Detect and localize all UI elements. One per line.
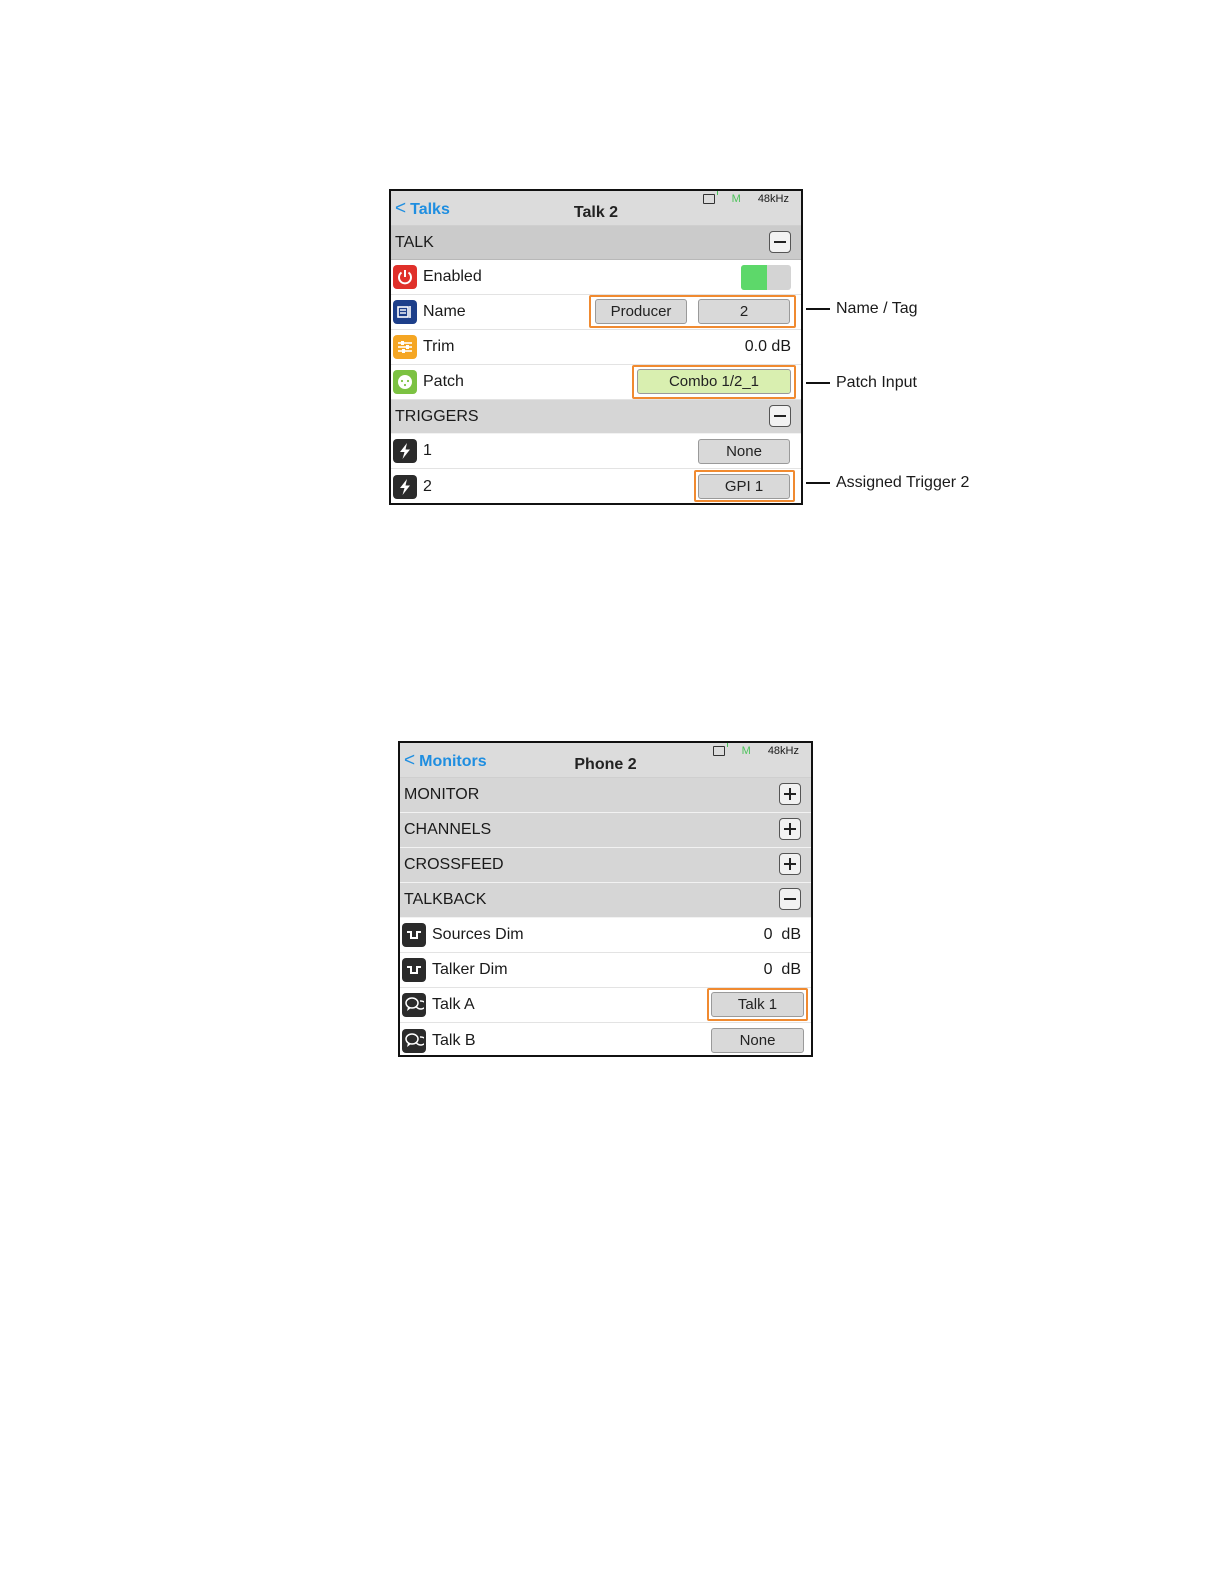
row-label: Name <box>423 303 466 320</box>
section-triggers <box>391 400 801 434</box>
row-trigger-1 <box>391 434 801 469</box>
row-name <box>391 295 801 330</box>
collapse-talkback-button[interactable] <box>779 888 801 910</box>
tag-button[interactable]: 2 <box>698 299 790 324</box>
row-talk-a <box>400 988 811 1023</box>
section-label: MONITOR <box>404 786 480 803</box>
chat-bubbles-icon <box>402 993 426 1017</box>
patch-input-button[interactable]: Combo 1/2_1 <box>637 369 791 394</box>
link-status-icon <box>713 746 725 756</box>
row-label: Talker Dim <box>432 961 508 978</box>
row-label: Trim <box>423 338 455 355</box>
toggle-on-fill <box>741 265 767 290</box>
row-sources-dim <box>400 918 811 953</box>
talk-settings-panel <box>389 189 803 505</box>
callout-label: Name / Tag <box>836 300 918 317</box>
row-label: Sources Dim <box>432 926 524 943</box>
expand-channels-button[interactable] <box>779 818 801 840</box>
page-title: Phone 2 <box>574 756 637 773</box>
xlr-connector-icon <box>393 370 417 394</box>
panel-header <box>400 743 811 778</box>
link-status-icon <box>703 194 715 204</box>
talk-b-button[interactable]: None <box>711 1028 804 1053</box>
section-channels <box>400 813 811 848</box>
trim-value[interactable]: 0.0 dB <box>744 338 791 355</box>
row-trigger-2 <box>391 469 801 504</box>
lightning-icon <box>393 439 417 463</box>
section-label: CHANNELS <box>404 821 492 838</box>
back-label: Talks <box>410 201 450 218</box>
name-button[interactable]: Producer <box>595 299 687 324</box>
back-label: Monitors <box>419 753 487 770</box>
callout-line <box>806 482 830 484</box>
callout-name-tag <box>806 300 918 318</box>
dim-icon <box>402 923 426 947</box>
status-bar <box>699 745 799 757</box>
section-monitor <box>400 778 811 813</box>
callout-label: Patch Input <box>836 374 917 391</box>
monitor-settings-panel <box>398 741 813 1057</box>
row-label: Talk B <box>432 1031 476 1049</box>
talker-dim-value[interactable]: 0 dB <box>763 961 801 978</box>
sources-dim-value[interactable]: 0 dB <box>763 926 801 943</box>
collapse-talk-button[interactable] <box>769 231 791 253</box>
row-enabled <box>391 260 801 295</box>
row-talker-dim <box>400 953 811 988</box>
status-bar <box>689 193 789 205</box>
sliders-icon <box>393 335 417 359</box>
trigger-1-button[interactable]: None <box>698 439 790 464</box>
callout-label: Assigned Trigger 2 <box>836 474 970 491</box>
sample-rate: 48kHz <box>767 745 799 758</box>
row-trim <box>391 330 801 365</box>
expand-crossfeed-button[interactable] <box>779 853 801 875</box>
chat-bubbles-icon <box>402 1029 426 1053</box>
row-talk-b <box>400 1023 811 1057</box>
callout-line <box>806 382 830 384</box>
callout-line <box>806 308 830 310</box>
meter-indicator: M <box>731 193 741 206</box>
talk-a-button[interactable]: Talk 1 <box>711 992 804 1017</box>
row-label: 1 <box>423 442 432 459</box>
enabled-toggle[interactable] <box>741 265 791 290</box>
row-label: Enabled <box>423 268 482 285</box>
trigger-2-button[interactable]: GPI 1 <box>698 474 790 499</box>
meter-indicator: M <box>741 745 751 758</box>
panel-header <box>391 191 801 226</box>
section-crossfeed <box>400 848 811 883</box>
chevron-left-icon: < <box>395 198 407 219</box>
power-icon <box>393 265 417 289</box>
expand-monitor-button[interactable] <box>779 783 801 805</box>
page-title: Talk 2 <box>573 204 619 221</box>
dim-icon <box>402 958 426 982</box>
section-talkback <box>400 883 811 918</box>
section-label: TALKBACK <box>404 891 487 908</box>
row-label: 2 <box>423 477 432 495</box>
section-label: CROSSFEED <box>404 856 504 873</box>
sample-rate: 48kHz <box>757 193 789 206</box>
collapse-triggers-button[interactable] <box>769 405 791 427</box>
section-label: TALK <box>395 233 434 251</box>
row-patch <box>391 365 801 400</box>
row-label: Patch <box>423 373 464 390</box>
chevron-left-icon: < <box>404 750 416 771</box>
lightning-icon <box>393 475 417 499</box>
section-label: TRIGGERS <box>395 407 479 425</box>
section-talk <box>391 226 801 260</box>
callout-assigned-trigger <box>806 474 969 492</box>
callout-patch-input <box>806 374 917 392</box>
row-label: Talk A <box>432 996 475 1013</box>
name-tag-icon <box>393 300 417 324</box>
